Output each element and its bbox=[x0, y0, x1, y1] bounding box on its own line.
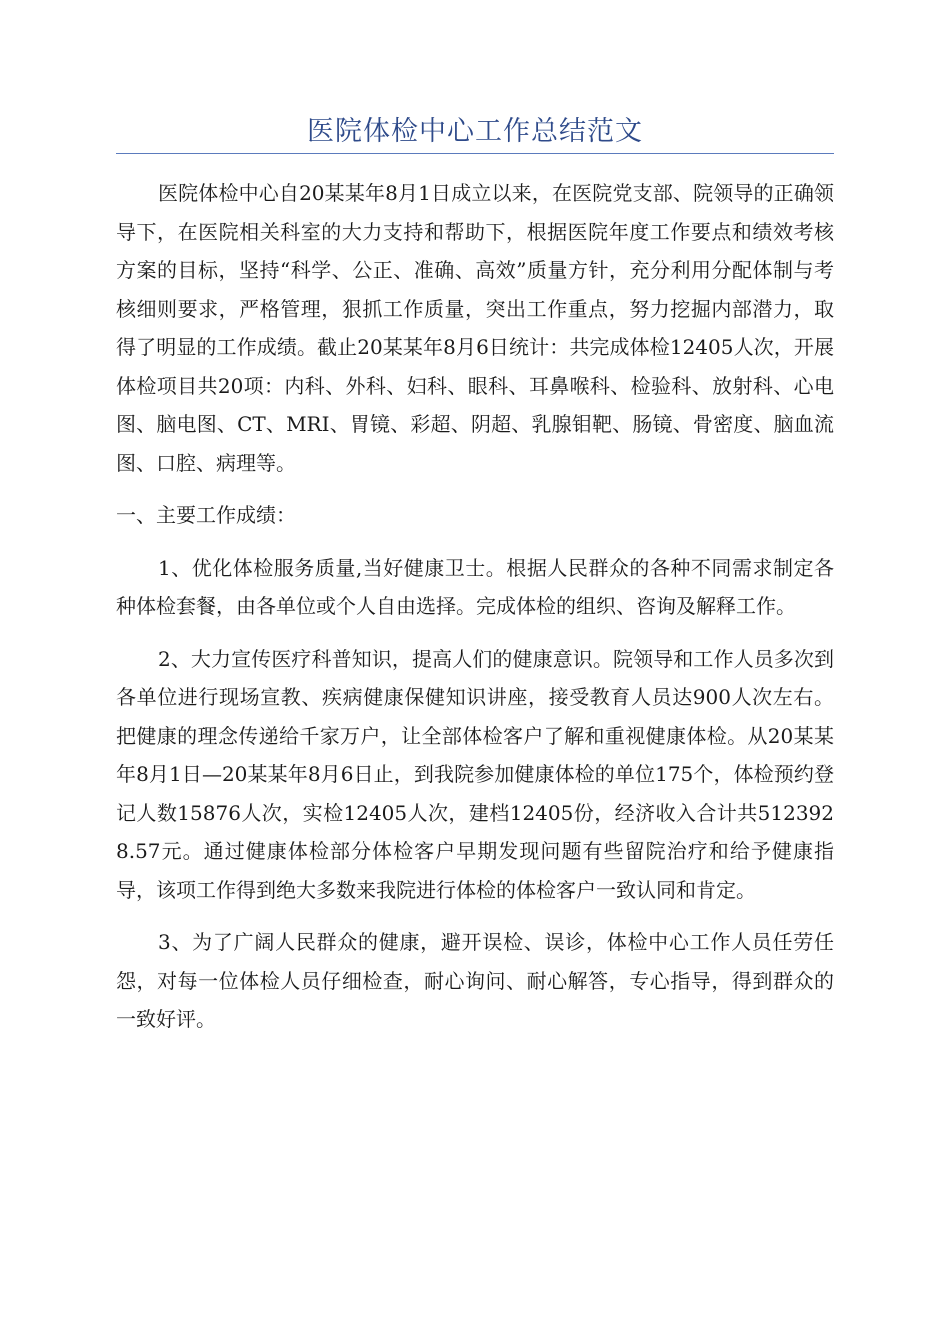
intro-paragraph: 医院体检中心自20某某年8月1日成立以来，在医院党支部、院领导的正确领导下，在医院相关科室的大力支持和帮助下，根据医院年度工作要点和绩效考核方案的目标，坚持“科学、公正、准确、高效”质量方针，充分利用分配体制与考核细则要求，严格管理，狠抓工作质量，突出工作重点，努力挖掘内部潜力，取得了明显的工作成绩。截止20某某年8月6日统计：共完成体检12405人次，开展体检项目共20项：内科、外科、妇科、眼科、耳鼻喉科、检验科、放射科、心电图、脑电图、CT、MRI、胃镜、彩超、阴超、乳腺钼靶、肠镜、骨密度、脑血流图、口腔、病理等。 bbox=[116, 181, 834, 475]
document-title: 医院体检中心工作总结范文 bbox=[307, 116, 643, 147]
list-item: 2、大力宣传医疗科普知识，提高人们的健康意识。院领导和工作人员多次到各单位进行现场宣教、疾病健康保健知识讲座，接受教育人员达900人次左右。把健康的理念传递给千家万户，让全部体检客户了解和重视健康体检。从20某某年8月1日—20某某年8月6日止，到我院参加健康体检的单位175个，体检预约登记人数15876人次，实检12405人次，建档12405份，经济收入合计共5123928.57元。通过健康体检部分体检客户早期发现问题有些留院治疗和给予健康指导，该项工作得到绝大多数来我院进行体检的体检客户一致认同和肯定。 bbox=[116, 646, 834, 902]
list-item: 1、优化体检服务质量,当好健康卫士。根据人民群众的各种不同需求制定各种体检套餐，由各单位或个人自由选择。完成体检的组织、咨询及解释工作。 bbox=[116, 555, 834, 618]
section-heading: 一、主要工作成绩： bbox=[116, 503, 296, 527]
list-item: 3、为了广阔人民群众的健康，避开误检、误诊，体检中心工作人员任劳任怨，对每一位体检人员仔细检查，耐心询问、耐心解答，专心指导，得到群众的一致好评。 bbox=[116, 930, 834, 1031]
title-underline bbox=[116, 153, 834, 154]
document-body bbox=[116, 174, 834, 1053]
